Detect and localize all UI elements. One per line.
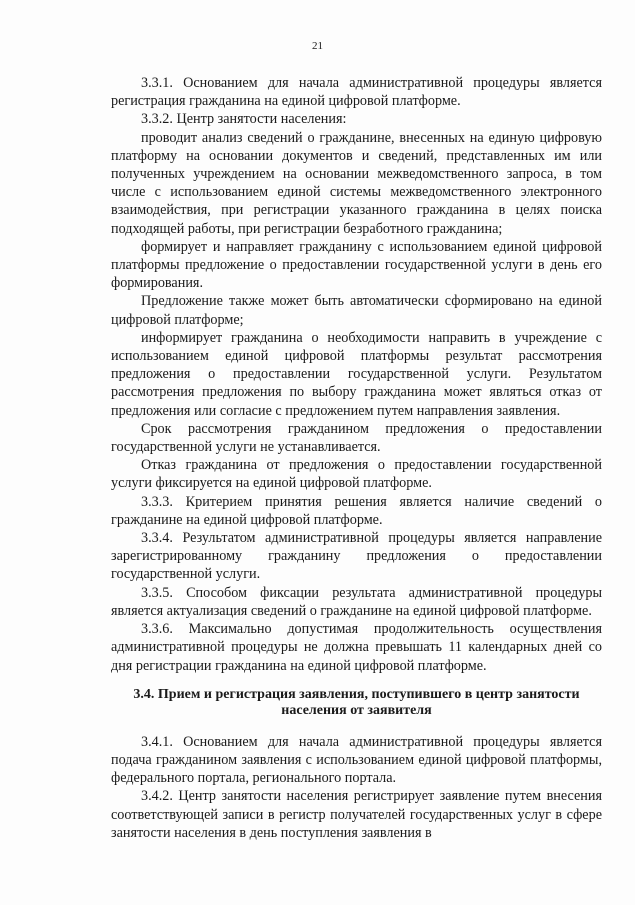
- section-heading-line-1: 3.4. Прием и регистрация заявления, поступившего в центр занятости: [133, 686, 580, 702]
- paragraph-3-4-2: 3.4.2. Центр занятости населения регистрирует заявление путем внесения соответствующей записи в регистр получателей государственных услуг в сфере занятости населения в день поступления заявления в: [111, 788, 602, 841]
- paragraph-3-4-1: 3.4.1. Основанием для начала административной процедуры является подача гражданином заявления с использованием единой цифровой платформы, федерального портала, регионального портала.: [111, 733, 602, 787]
- page-number: 21: [312, 40, 323, 52]
- paragraph-forms-offer: формирует и направляет гражданину с использованием единой цифровой платформы предложение о предоставлении государственной услуги в день его формирования.: [111, 238, 602, 292]
- paragraph-refusal: Отказ гражданина от предложения о предоставлении государственной услуги фиксируется на единой цифровой платформе.: [111, 457, 602, 492]
- section-heading-3-4: [111, 687, 602, 719]
- paragraph-analysis: проводит анализ сведений о гражданине, внесенных на единую цифровую платформу на основании документов и сведений, представленных им или полученных учреждением на основании межведомственного запроса, в том числе с использованием единой системы межведомственного электронного взаимодействия, при регистрации указанного гражданина в целях поиска подходящей работы, при регистрации безработного гражданина;: [111, 129, 602, 237]
- paragraph-3-3-3: 3.3.3. Критерием принятия решения является наличие сведений о гражданине на единой цифровой платформе.: [111, 493, 602, 528]
- paragraph-informs: информирует гражданина о необходимости направить в учреждение с использованием единой цифровой платформы результат рассмотрения предложения о предоставлении государственной услуги. Результатом рассмотрения предложения по выбору гражданина может являться отказ от предложения или согласие с предложением путем направления заявления.: [111, 329, 602, 419]
- paragraph-3-3-6: 3.3.6. Максимально допустимая продолжительность осуществления административной процедуры не должна превышать 11 календарных дней со дня регистрации гражданина на единой цифровой платформе.: [111, 621, 602, 674]
- paragraph-3-3-5: 3.3.5. Способом фиксации результата административной процедуры является актуализация сведений о гражданине на единой цифровой платформе.: [111, 584, 602, 619]
- paragraph-auto-offer: Предложение также может быть автоматически сформировано на единой цифровой платформе;: [111, 293, 602, 328]
- paragraph-review-term: Срок рассмотрения гражданином предложения о предоставлении государственной услуги не устанавливается.: [111, 420, 602, 456]
- paragraph-3-3-1: 3.3.1. Основанием для начала административной процедуры является регистрация гражданина на единой цифровой платформе.: [111, 75, 602, 110]
- paragraph-3-3-2: 3.3.2. Центр занятости населения:: [141, 111, 347, 128]
- document-body: [111, 74, 602, 842]
- paragraph-3-3-4: 3.3.4. Результатом административной процедуры является направление зарегистрированному гражданину предложения о предоставлении государственной услуги.: [111, 530, 602, 583]
- section-heading-line-2: населения от заявителя: [281, 702, 432, 718]
